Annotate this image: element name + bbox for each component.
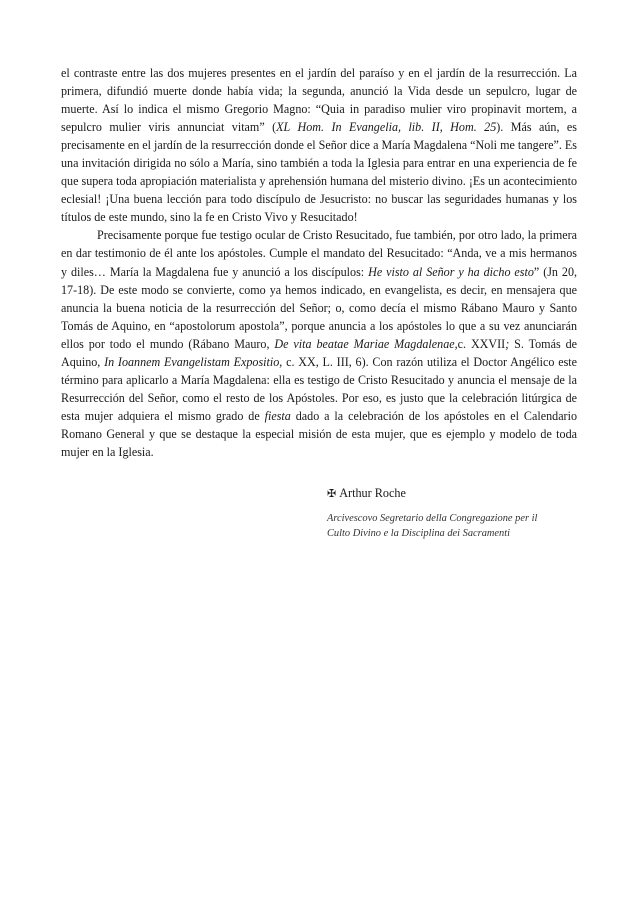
signature-block (327, 485, 579, 541)
signer-title-line-1: Arcivescovo Segretario della Congregazione per il (327, 513, 538, 524)
body-text (61, 64, 577, 461)
citation: XL Hom. In Evangelia, lib. II, Hom. 25 (276, 120, 497, 135)
quotation: He visto al Señor y ha dicho esto (368, 264, 534, 279)
signer-title-line-2: Culto Divino e la Disciplina dei Sacramenti (327, 527, 510, 539)
emphasis: fiesta (264, 408, 291, 423)
paragraph-2 (61, 226, 577, 461)
text-run: ” (Jn 20, 17-18). De este modo se convierte, como ya hemos indicado, en evangelista, es decir, en mensajera que anuncia la buena noticia de la resurrección del Señor; o, como decía el mismo Rábano Mauro y Santo Tomás de Aquino, en “apostolorum apostola”, porque anuncia a los apóstoles lo que a su vez anunciarán ellos por todo el mundo (Rábano Mauro, (61, 264, 578, 351)
text-run: dado a la celebración de los apóstoles en el Calendario Romano General y que se destaque la especial misión de esta mujer, que es ejemplo y modelo de toda mujer en la Iglesia. (61, 408, 577, 459)
signer-title (327, 512, 579, 541)
text-run: c. XX, L. III, 6). Con razón utiliza el Doctor Angélico este término para aplicarlo a María Magdalena: ella es testigo de Cristo Resucitado y anuncia el mensaje de la Resurrección del Señor, como el resto de los Apóstoles. Por eso, es justo que la celebración litúrgica de esta mujer adquiera el mismo grado de (61, 354, 578, 423)
citation: In Ioannem Evangelistam Expositio, (104, 354, 283, 369)
paragraph-1 (61, 64, 577, 226)
text-run: ). Más aún, es precisamente en el jardín de la resurrección donde el Señor dice a María Magdalena “Noli me tangere”. Es una invitación dirigida no sólo a María, sino también a toda la Iglesia para entrar en una experiencia de fe que supera toda apropiación materialista y aprehensión humana del misterio divino. ¡Es un acontecimiento eclesial! ¡Una buena lección para todo discípulo de Jesucristo: no buscar las seguridades humanas y los títulos de este mundo, sino la fe en Cristo Vivo y Resucitado! (61, 120, 577, 225)
text-run: Precisamente porque fue testigo ocular de Cristo Resucitado, fue también, por otro lado, la primera en dar testimonio de él ante los apóstoles. Cumple el mandato del Resucitado: “Anda, ve a mis hermanos y diles… María la Magdalena fue y anunció a los discípulos: (61, 228, 577, 279)
citation: ; (505, 336, 510, 351)
text-run: S. Tomás de Aquino, (61, 336, 577, 369)
citation: De vita beatae Mariae Magdalenae, (274, 336, 458, 351)
text-run: c. XXVII (457, 336, 506, 351)
signature-name-line (327, 485, 579, 502)
cross-icon: ✠ (327, 487, 337, 500)
signer-name: Arthur Roche (339, 486, 406, 500)
text-run: el contraste entre las dos mujeres presentes en el jardín del paraíso y en el jardín de la resurrección. La primera, difundió muerte donde había vida; la segunda, anunció la Vida desde un sepulcro, lugar de muerte. Así lo indica el mismo Gregorio Magno: “Quia in paradiso mulier viro propinavit mortem, a sepulcro mulier viris annunciat vitam” ( (61, 66, 577, 135)
